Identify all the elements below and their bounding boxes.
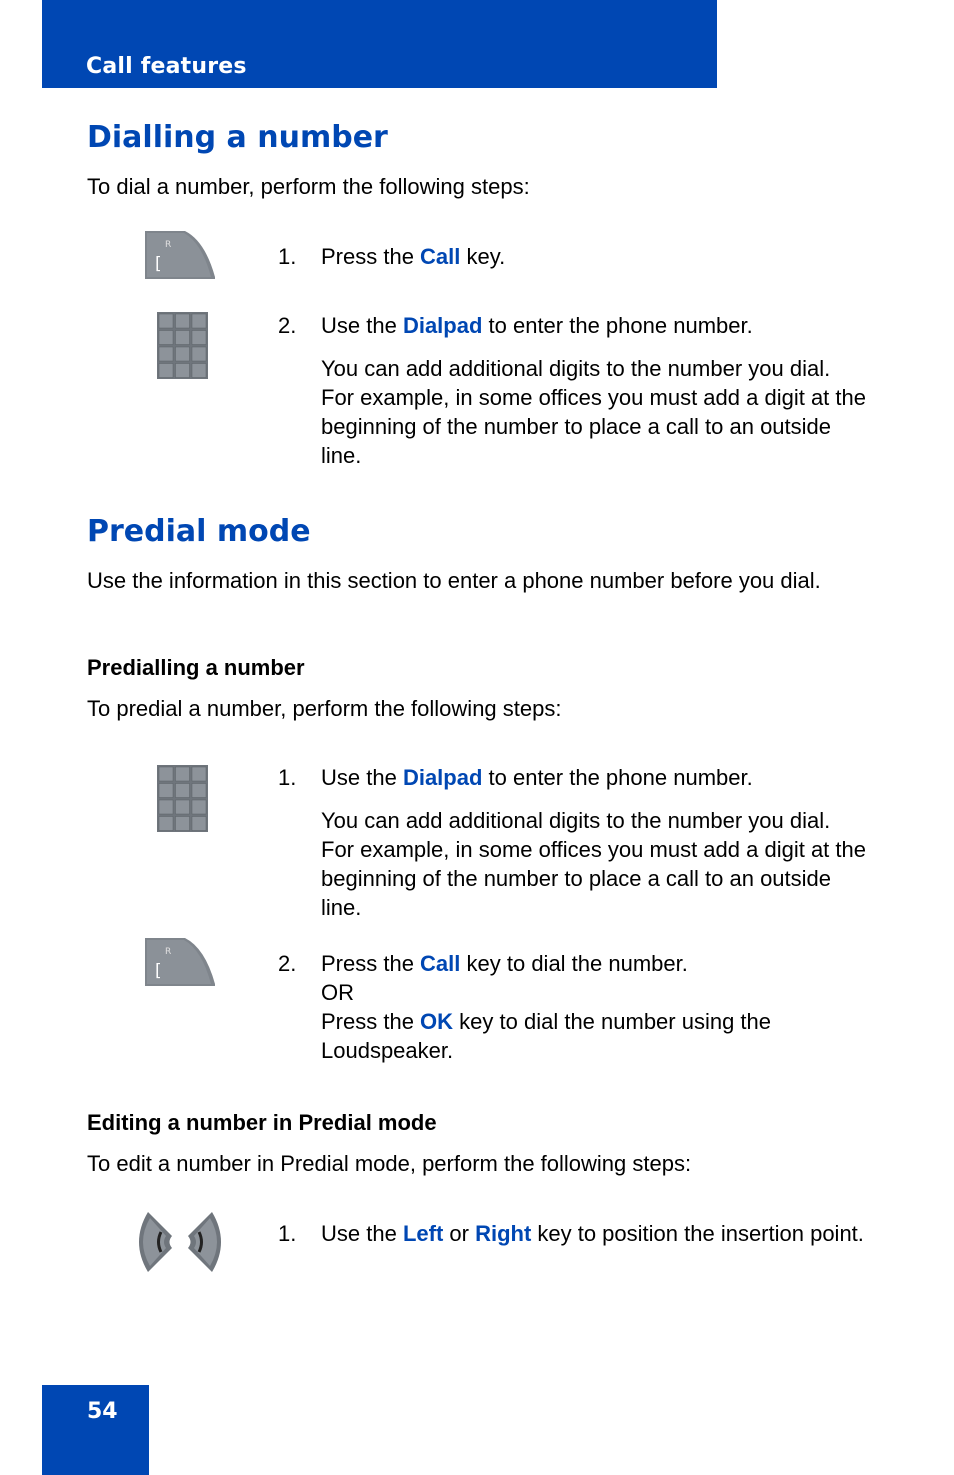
svg-text:[: [ [155, 961, 162, 981]
dialling-step-2: 2. Use the Dialpad to enter the phone number. You can add additional digits to the number you dial. For example, in some offices you must add a digit at the beginning of the number to place a call to an outside line. [278, 311, 868, 470]
predial-title: Predial mode [87, 514, 311, 549]
ok-key-label: OK [420, 1009, 454, 1034]
dialpad-label: Dialpad [402, 313, 483, 338]
step-number: 2. [278, 951, 297, 976]
editing-intro: To edit a number in Predial mode, perform the following steps: [87, 1151, 692, 1176]
section-title: Call features [86, 54, 247, 79]
page-number: 54 [87, 1399, 118, 1424]
step-number: 1. [278, 244, 297, 269]
predial-intro: Use the information in this section to enter a phone number before you dial. [87, 568, 821, 593]
predial-step-2: 2. Press the Call key to dial the number. OR Press the OK key to dial the number using the Loudspeaker. [278, 949, 868, 1065]
call-key-icon [145, 231, 215, 279]
svg-text:R: R [165, 947, 172, 957]
step-number: 1. [278, 765, 297, 790]
predialling-subheading: Predialling a number [87, 655, 305, 680]
left-key-label: Left [402, 1221, 444, 1246]
dialling-title: Dialling a number [87, 120, 388, 155]
right-key-label: Right [475, 1221, 532, 1246]
or-label: OR [321, 980, 354, 1005]
predial-step-1: 1. Use the Dialpad to enter the phone number. You can add additional digits to the number you dial. For example, in some offices you must add a digit at the beginning of the number to place a call to an outside line. [278, 763, 868, 922]
predialling-intro: To predial a number, perform the following steps: [87, 696, 562, 721]
svg-text:[: [ [155, 254, 162, 274]
dialpad-icon [157, 312, 208, 379]
dialpad-icon [157, 765, 208, 832]
editing-subheading: Editing a number in Predial mode [87, 1110, 437, 1135]
page-number-box [42, 1385, 149, 1475]
call-key-label: Call [420, 951, 461, 976]
dialling-step-1: 1. Press the Call key. [278, 244, 506, 269]
dialpad-label: Dialpad [402, 765, 483, 790]
step-number: 1. [278, 1221, 297, 1246]
step-note: You can add additional digits to the number you dial. For example, in some offices you must add a digit at the beginning of the number to place a call to an outside line. [321, 808, 866, 920]
call-key-label: Call [420, 244, 461, 269]
header-band [42, 0, 717, 88]
step-number: 2. [278, 313, 297, 338]
dialling-intro: To dial a number, perform the following steps: [87, 174, 530, 199]
call-key-icon [145, 938, 215, 986]
svg-text:R: R [165, 240, 172, 250]
left-right-keys-icon [130, 1210, 230, 1274]
step-note: You can add additional digits to the number you dial. For example, in some offices you must add a digit at the beginning of the number to place a call to an outside line. [321, 356, 866, 468]
editing-step-1: 1. Use the Left or Right key to position the insertion point. [278, 1221, 864, 1246]
